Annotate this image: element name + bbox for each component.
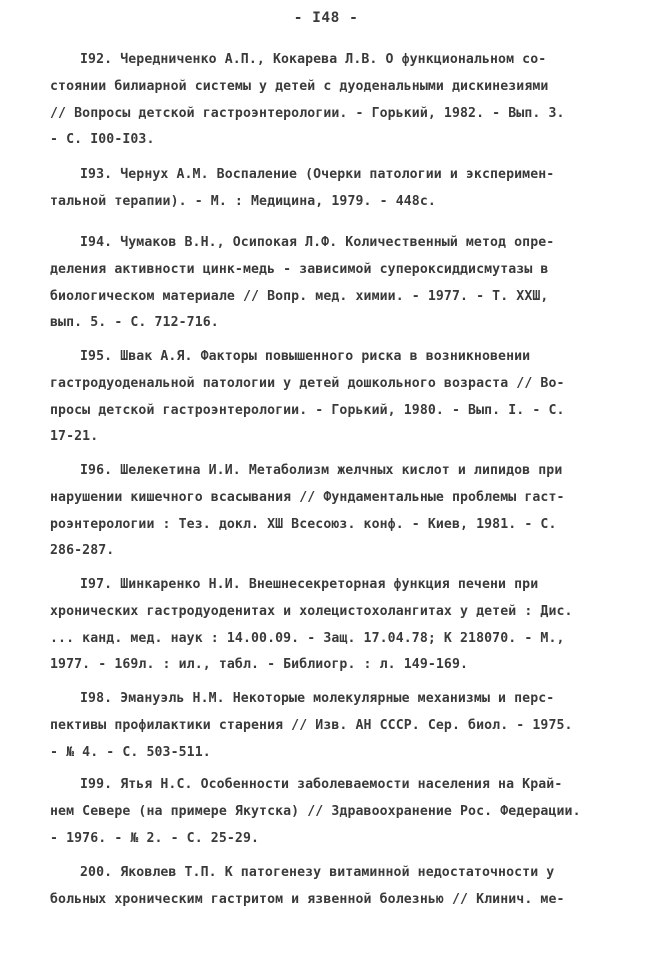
entry-line: I92. Чередниченко А.П., Кокарева Л.В. О функциональном со- (80, 52, 547, 67)
entry-line: I94. Чумаков В.Н., Осипокая Л.Ф. Количественный метод опре- (80, 235, 555, 250)
entry-line: нарушении кишечного всасывания // Фундаментальные проблемы гаст- (50, 489, 565, 505)
entry-line: тальной терапии). - М. : Медицина, 1979. - 448с. (50, 193, 436, 209)
entry-line: 200. Яковлев Т.П. К патогенезу витаминной недостаточности у (80, 865, 555, 880)
entry-line: стоянии билиарной системы у детей с дуоденальными дискинезиями (50, 78, 549, 94)
bibliography-entry-200 (50, 860, 620, 914)
entry-line: - № 4. - С. 503-511. (50, 744, 211, 760)
bibliography-entry-196 (50, 458, 620, 565)
entry-line: вып. 5. - С. 712-716. (50, 315, 219, 331)
entry-line: гастродуоденальной патологии у детей дошкольного возраста // Во- (50, 375, 565, 391)
entry-line: нем Севере (на примере Якутска) // Здравоохранение Рос. Федерации. (50, 803, 581, 819)
entry-line: 286-287. (50, 543, 115, 559)
entry-line: деления активности цинк-медь - зависимой супероксиддисмутазы в (50, 261, 549, 277)
entry-line: I95. Швак А.Я. Факторы повышенного риска в возникновении (80, 349, 531, 364)
bibliography-entry-195 (50, 344, 620, 451)
bibliography-entry-193 (50, 162, 620, 216)
entry-line: - С. I00-I03. (50, 132, 155, 148)
entry-line: // Вопросы детской гастроэнтерологии. - Горький, 1982. - Вып. 3. (50, 105, 565, 121)
entry-line: 17-21. (50, 429, 99, 445)
entry-line: просы детской гастроэнтерологии. - Горький, 1980. - Вып. I. - С. (50, 402, 565, 418)
entry-line: хронических гастродуоденитах и холецистохолангитах у детей : Дис. (50, 603, 573, 619)
entry-line: I98. Эмануэль Н.М. Некоторые молекулярные механизмы и перс- (80, 691, 555, 706)
bibliography-entry-194 (50, 230, 620, 337)
entry-line: пективы профилактики старения // Изв. АН СССР. Сер. биол. - 1975. (50, 717, 573, 733)
page-number: - I48 - (293, 10, 359, 26)
entry-line: I97. Шинкаренко Н.И. Внешнесекреторная функция печени при (80, 577, 539, 592)
entry-line: больных хроническим гастритом и язвенной болезнью // Клинич. ме- (50, 891, 565, 907)
bibliography-entry-199 (50, 772, 620, 852)
bibliography-entry-197 (50, 572, 620, 679)
entry-line: биологическом материале // Вопр. мед. химии. - 1977. - Т. XXШ, (50, 288, 549, 304)
entry-line: I96. Шелекетина И.И. Метаболизм желчных кислот и липидов при (80, 463, 563, 478)
bibliography-entry-192 (50, 47, 620, 154)
entry-line: 1977. - 169л. : ил., табл. - Библиогр. : л. 149-169. (50, 657, 469, 673)
entry-line: I99. Ятья Н.С. Особенности заболеваемости населения на Край- (80, 777, 563, 792)
bibliography-entry-198 (50, 686, 620, 766)
entry-line: I93. Чернух А.М. Воспаление (Очерки патологии и эксперимен- (80, 167, 555, 182)
entry-line: - 1976. - № 2. - С. 25-29. (50, 830, 260, 846)
entry-line: роэнтерологии : Тез. докл. ХШ Всесоюз. конф. - Киев, 1981. - С. (50, 516, 557, 532)
entry-line: ... канд. мед. наук : 14.00.09. - Защ. 17.04.78; К 218070. - М., (50, 630, 565, 646)
